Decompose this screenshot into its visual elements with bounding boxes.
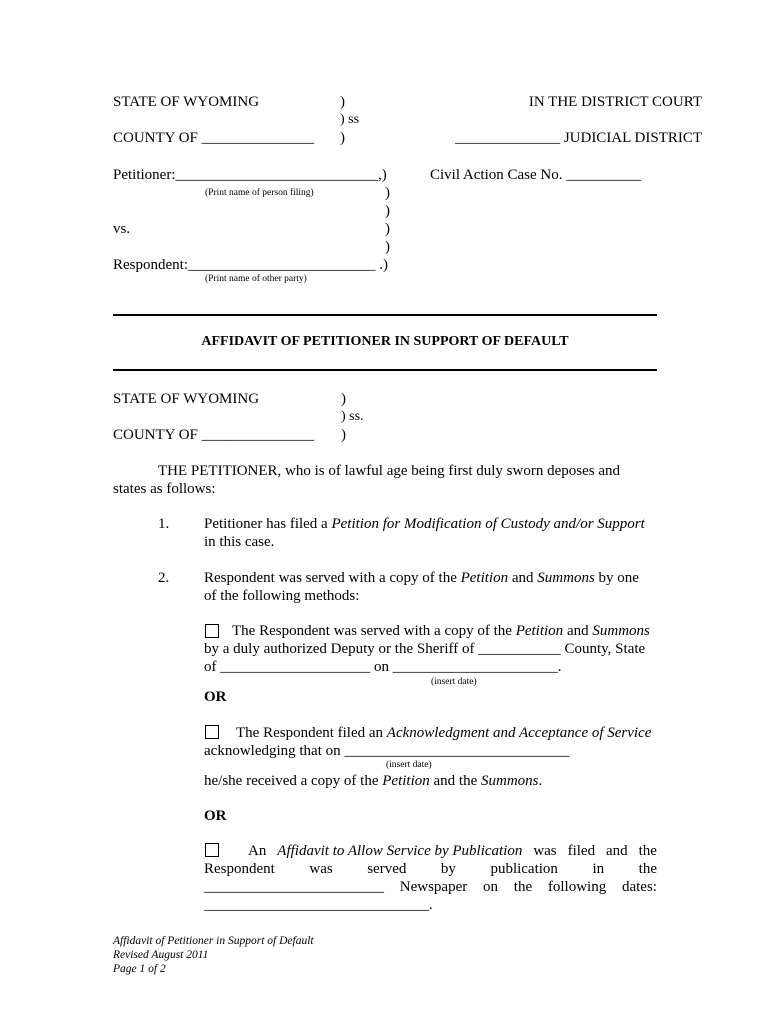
judicial-district: ______________ JUDICIAL DISTRICT (455, 130, 702, 146)
item2-text-2: of the following methods: (204, 588, 360, 604)
caption-state: STATE OF WYOMING (113, 94, 260, 110)
option1-text-2: by a duly authorized Deputy or the Sheriff of ___________ County, State (204, 641, 646, 657)
footer-revised: Revised August 2011 (113, 949, 209, 961)
date-hint: (insert date) (431, 677, 477, 687)
option-publication-checkbox[interactable] (205, 843, 219, 857)
or-separator: OR (204, 808, 227, 824)
venue-paren: ) (341, 427, 346, 443)
title-rule-top (113, 314, 657, 316)
caption-paren: ) (340, 130, 345, 146)
court-name: IN THE DISTRICT COURT (528, 94, 702, 110)
option3-text-4: ______________________________. (204, 897, 433, 913)
caption-paren: ) (385, 239, 390, 255)
option1-text: The Respondent was served with a copy of the Petition and Summons (232, 623, 650, 639)
option3-text-3: ________________________ Newspaper on the following dates: (204, 879, 657, 895)
item2-text: Respondent was served with a copy of the Petition and Summons by one (204, 570, 639, 586)
intro-line-2: states as follows: (113, 481, 216, 497)
item-number: 1. (158, 516, 170, 532)
option2-text-3: he/she received a copy of the Petition and the Summons. (204, 773, 543, 789)
item-number: 2. (158, 570, 170, 586)
caption-paren: ) (385, 221, 390, 237)
caption-paren: ) (340, 94, 345, 110)
case-number: Civil Action Case No. __________ (430, 167, 642, 183)
document-title: AFFIDAVIT OF PETITIONER IN SUPPORT OF DEFAULT (201, 334, 569, 349)
respondent-hint: (Print name of other party) (205, 274, 307, 284)
caption-county: COUNTY OF _______________ (113, 130, 315, 146)
option-acknowledgment-checkbox[interactable] (205, 725, 219, 739)
venue-state: STATE OF WYOMING (113, 391, 260, 407)
intro-line-1: THE PETITIONER, who is of lawful age being first duly sworn deposes and (158, 463, 620, 479)
item1-text-2: in this case. (204, 534, 275, 550)
venue-county: COUNTY OF _______________ (113, 427, 315, 443)
caption-paren: ) (385, 185, 390, 201)
respondent-line: Respondent:_________________________ .) (113, 257, 388, 273)
caption-paren-ss: ) ss (340, 112, 360, 127)
petitioner-hint: (Print name of person filing) (205, 188, 314, 198)
item1-text: Petitioner has filed a Petition for Modification of Custody and/or Support (204, 516, 645, 532)
petitioner-line: Petitioner:___________________________,) (113, 167, 387, 183)
caption-paren: ) (385, 203, 390, 219)
option-deputy-service-checkbox[interactable] (205, 624, 219, 638)
option2-text-2: acknowledging that on ______________________________ (204, 743, 570, 759)
venue-paren-ss: ) ss. (341, 409, 364, 424)
vs-label: vs. (113, 221, 131, 237)
footer-page: Page 1 of 2 (113, 963, 166, 975)
option2-text: The Respondent filed an Acknowledgment and Acceptance of Service (236, 725, 652, 741)
title-rule-bottom (113, 369, 657, 371)
or-separator: OR (204, 689, 227, 705)
date-hint: (insert date) (386, 760, 432, 770)
footer-title: Affidavit of Petitioner in Support of Default (113, 935, 314, 947)
option3-text: An Affidavit to Allow Service by Publication was filed and the (248, 843, 657, 859)
venue-paren: ) (341, 391, 346, 407)
option3-text-2: Respondent was served by publication in the (204, 861, 657, 877)
option1-text-3: of ____________________ on ______________________. (204, 659, 562, 675)
